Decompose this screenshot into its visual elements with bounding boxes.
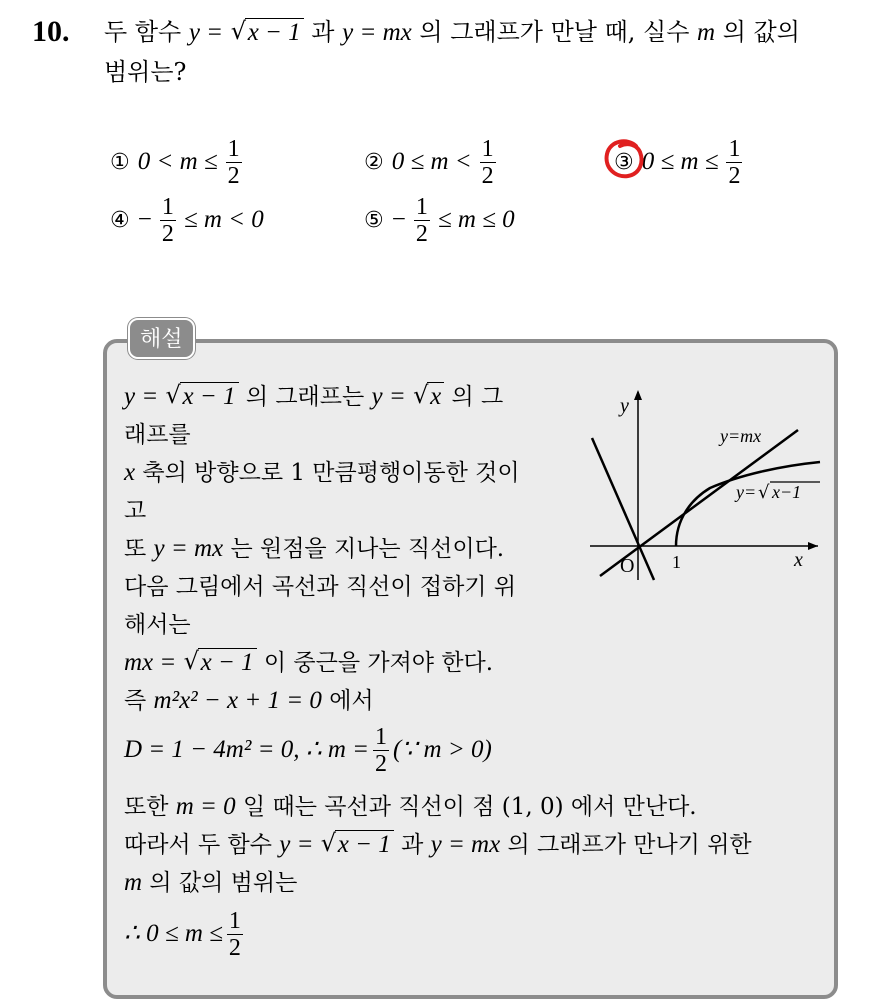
choice-expr: ≤ m < 0 xyxy=(183,206,264,233)
solution-line: mx = √ x − 1 이 중근을 가져야 한다. xyxy=(124,647,494,676)
stem-text: 과 xyxy=(311,18,335,46)
solution-text-block-2 xyxy=(124,788,824,966)
curve-label-radical: √ xyxy=(758,482,770,503)
stem-text: 의 그래프가 만날 때, 실수 xyxy=(419,18,690,46)
origin-label: O xyxy=(620,555,635,577)
solution-line: ∴ 0 ≤ m ≤ $\frac{1}{2}$ xyxy=(124,907,241,961)
solution-line: 해서는 xyxy=(124,612,191,638)
y-axis-arrow-icon xyxy=(634,390,642,400)
choice-mark: ② xyxy=(364,149,384,175)
stem-text: 두 함수 xyxy=(104,18,182,46)
solution-tag: 해설 xyxy=(128,318,195,359)
choice-mark: ③ xyxy=(614,149,634,175)
solution-line: m 의 값의 범위는 xyxy=(124,869,298,896)
choice-fraction: $\frac{1}{2}$ xyxy=(161,193,174,247)
solution-line: 래프를 xyxy=(124,422,191,448)
x-axis-label: x xyxy=(794,549,803,571)
choice-fraction: $\frac{1}{2}$ xyxy=(227,135,240,189)
choice-fraction: $\frac{1}{2}$ xyxy=(481,135,494,189)
solution-line: y = √ x − 1 의 그래프는 y = √ x 의 그 xyxy=(124,381,504,410)
y-axis-label: y xyxy=(620,395,629,417)
stem-sqrt: √ x − 1 xyxy=(231,15,304,51)
choice-fraction: $\frac{1}{2}$ xyxy=(415,193,428,247)
choice-fraction: $\frac{1}{2}$ xyxy=(728,135,741,189)
solution-line: 즉 m²x² − x + 1 = 0 에서 xyxy=(124,687,374,714)
choice-4[interactable] xyxy=(110,190,264,250)
choice-expr: − xyxy=(391,206,406,233)
solution-line: D = 1 − 4m² = 0, ∴ m = $\frac{1}{2}$ (∵ m > 0) xyxy=(124,723,492,777)
choice-expr: 0 ≤ m < xyxy=(391,148,472,175)
stem-eq: y = mx xyxy=(342,19,412,46)
answer-circle-mark xyxy=(602,136,648,184)
problem-stem xyxy=(104,14,800,51)
solution-graph xyxy=(580,380,830,590)
solution-text-block xyxy=(124,378,584,780)
solution-line: 다음 그림에서 곡선과 직선이 접하기 위 xyxy=(124,574,517,600)
stem-text: 의 값의 xyxy=(722,18,800,46)
problem-number: 10. xyxy=(32,15,70,48)
choice-2[interactable] xyxy=(364,132,496,192)
choice-expr: ≤ m ≤ 0 xyxy=(437,206,515,233)
choice-5[interactable] xyxy=(364,190,515,250)
solution-line: 또한 m = 0 일 때는 곡선과 직선이 점 (1, 0) 에서 만난다. xyxy=(124,793,697,820)
choice-mark: ① xyxy=(110,149,130,175)
choice-expr: 0 ≤ m ≤ xyxy=(641,148,719,175)
curve-label-radicand: x−1 xyxy=(772,482,802,502)
tick-label-1: 1 xyxy=(672,552,681,572)
line-label: y=mx xyxy=(720,426,762,446)
choice-mark: ⑤ xyxy=(364,207,384,233)
stem-eq: y = xyxy=(188,19,224,46)
choice-mark: ④ xyxy=(110,207,130,233)
solution-line: x 축의 방향으로 1 만큼평행이동한 것이 xyxy=(124,459,520,486)
choice-expr: 0 < m ≤ xyxy=(137,148,218,175)
solution-line: 따라서 두 함수 y = √ x − 1 과 y = mx 의 그래프가 만나기 위한 xyxy=(124,829,752,858)
choice-expr: − xyxy=(137,206,152,233)
curve-label-prefix: y= xyxy=(736,482,757,502)
stem-var: m xyxy=(697,19,716,46)
x-axis-arrow-icon xyxy=(808,542,818,550)
problem-header xyxy=(32,14,70,51)
solution-line: 고 xyxy=(124,498,147,524)
problem-stem-line2: 범위는? xyxy=(104,58,187,86)
choice-1[interactable] xyxy=(110,132,242,192)
solution-line: 또 y = mx 는 원점을 지나는 직선이다. xyxy=(124,535,505,562)
